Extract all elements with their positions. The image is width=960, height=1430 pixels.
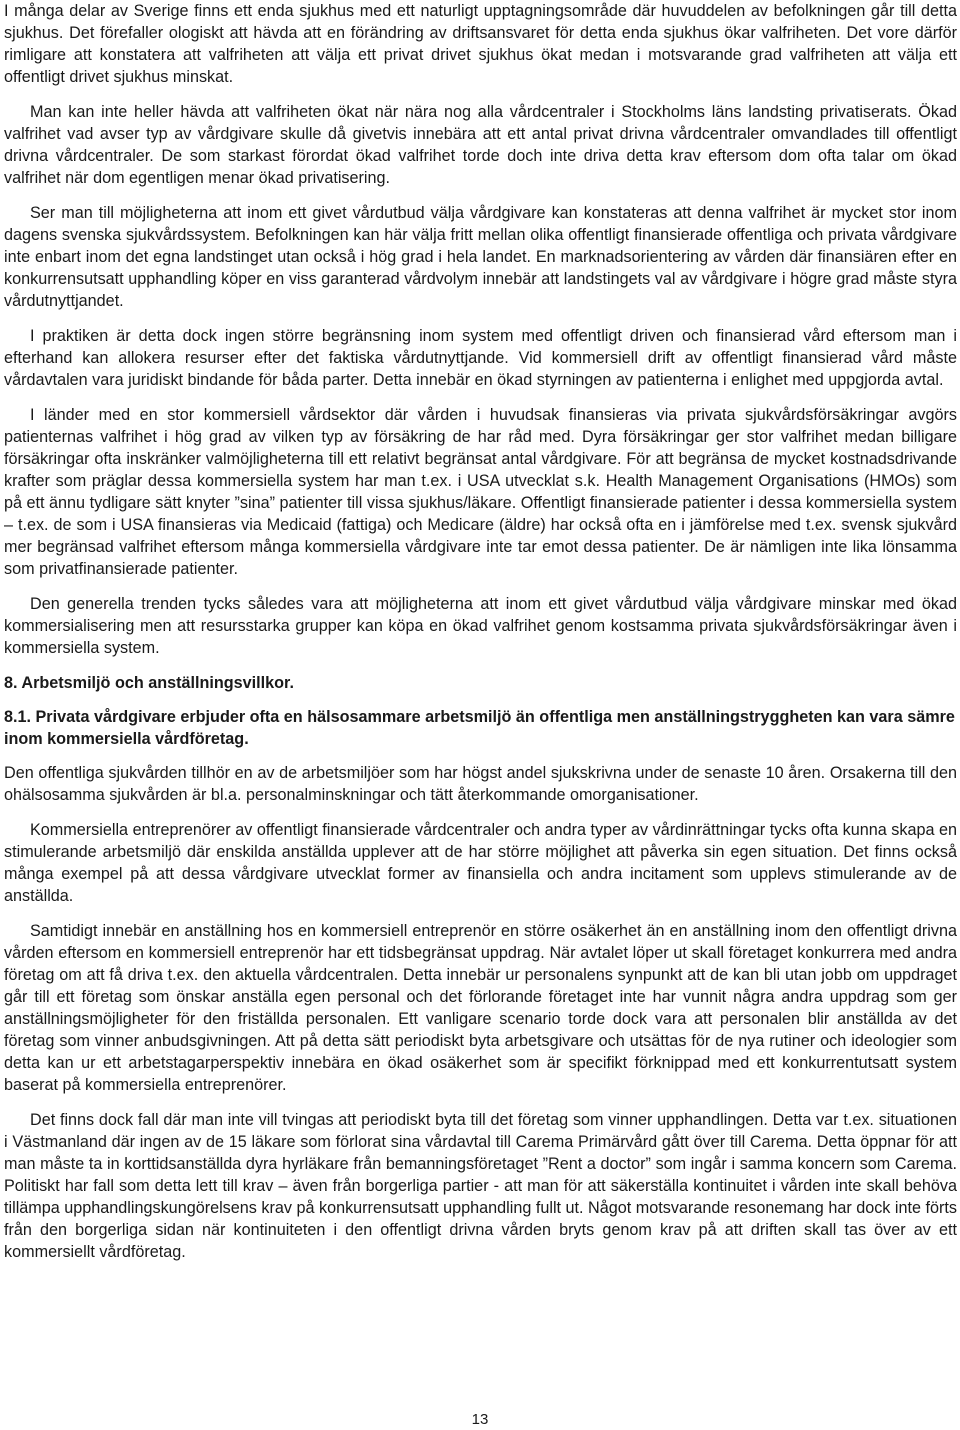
document-page xyxy=(4,0,957,1276)
paragraph-8: Kommersiella entreprenörer av offentligt finansierade vårdcentraler och andra typer av vårdinrättningar tycks ofta kunna skapa en stimulerande arbetsmiljö där enskilda anställda upplever att de har större möjlighet att påverka sin egen situation. Det finns också många exempel på att dessa vårdgivare utvecklat former av finansiella och andra incitament som upplevs stimulerande av de anställda. xyxy=(4,821,957,905)
paragraph-9: Samtidigt innebär en anställning hos en kommersiell entreprenör en större osäkerhet än en anställning inom den offentligt drivna vården eftersom en kommersiell entreprenör har ett tidsbegränsat uppdrag. När avtalet löper ut skall företaget konkurrera med andra företag om att få driva t.ex. den aktuella vårdcentralen. Detta innebär ur personalens synpunkt att de kan bli utan jobb om uppdraget går till ett företag som önskar anställa egen personal och det förlorande företaget inte har vunnit några andra uppdrag som ger anställningsmöjligheter för den friställda personalen. Ett vanligare scenario torde dock vara att personalen blir anställda av det företag som vinner anbudsgivningen. Att på detta sätt periodiskt byta arbetsgivare och utsättas för de nya rutiner och ideologier som detta kan ur ett arbetstagarperspektiv innebära en ökad osäkerhet som är specifikt förknippad med ett konkurrentutsatt system baserat på kommersiella entreprenörer. xyxy=(4,922,957,1094)
section-8-heading: 8. Arbetsmiljö och anställningsvillkor. xyxy=(4,674,294,692)
paragraph-3: Ser man till möjligheterna att inom ett givet vårdutbud välja vårdgivare kan konstateras att denna valfrihet är mycket stor inom dagens svenska sjukvårdssystem. Befolkningen kan här välja fritt mellan olika offentligt finansierade offentliga och privata vårdgivare inte enbart inom det egna landstinget utan också i hög grad i hela landet. En marknadsorientering av vården där finansiären efter en konkurrensutsatt upphandling köper en viss garanterad vårdvolym innebär att landstingets val av vårdgivare i högre grad måste styra vårdutnyttjandet. xyxy=(4,204,957,310)
paragraph-2: Man kan inte heller hävda att valfriheten ökat när nära nog alla vårdcentraler i Stockholms läns landsting privatiserats. Ökad valfrihet vad avser typ av vårdgivare skulle då givetvis innebära att ett antal privat drivna vårdcentraler omvandlades till offentligt drivna vårdcentraler. De som starkast förordat ökad valfrihet torde doch inte driva detta krav eftersom dom ofta talar om ökad valfrihet när dom egentligen menar ökad privatisering. xyxy=(4,103,957,187)
paragraph-5: I länder med en stor kommersiell vårdsektor där vården i huvudsak finansieras via privata sjukvårdsförsäkringar avgörs patienternas valfrihet i hög grad av vilken typ av försäkring de har råd med. Dyra försäkringar ger stor valfrihet medan billigare försäkringar ofta inskränker valmöjligheterna till ett relativt begränsat antal vårdgivare. För att begränsa de mycket kostnadsdrivande krafter som präglar dessa kommersiella system har man t.ex. i USA utvecklat s.k. Health Management Organisations (HMOs) som på ett ännu tydligare sätt knyter ”sina” patienter till vissa sjukhus/läkare. Offentligt finansierade patienter i dessa kommersiella system – t.ex. de som i USA finansieras via Medicaid (fattiga) och Medicare (äldre) har också ofta en i jämförelse med t.ex. svensk sjukvård mer begränsad valfrihet eftersom många kommersiella vårdgivare inte tar emot dessa patienter. De är nämligen inte lika lönsamma som privatfinansierade patienter. xyxy=(4,406,957,578)
paragraph-1: I många delar av Sverige finns ett enda sjukhus med ett naturligt upptagningsområde där huvuddelen av befolkningen går till detta sjukhus. Det förefaller ologiskt att hävda att en förändring av driftsansvaret för detta enda sjukhus ökar valfriheten. Det vore därför rimligare att konstatera att valfriheten att välja ett privat drivet sjukhus ökat medan i motsvarande grad valfriheten att välja ett offentligt drivet sjukhus minskat. xyxy=(4,2,957,86)
paragraph-10: Det finns dock fall där man inte vill tvingas att periodiskt byta till det företag som vinner upphandlingen. Detta var t.ex. situationen i Västmanland där ingen av de 15 läkare som förlorat sina vårdavtal till Carema Primärvård gått över till Carema. Detta öppnar för att man måste ta in korttidsanställda dyra hyrläkare från bemanningsföretaget ”Rent a doctor” som ingår i samma koncern som Carema. Politiskt har fall som detta lett till krav – även från borgerliga partier - att man för att säkerställa kontinuitet i vården inte skall behöva tillämpa upphandlingskungörelsens krav på konkurrensutsatt upphandling fullt ut. Något motsvarande resonemang har dock inte förts från den borgerliga sidan när kontinuiteten i den offentligt drivna vården bryts genom krav på att driften skall tas över av ett kommersiellt vårdföretag. xyxy=(4,1111,957,1261)
paragraph-6: Den generella trenden tycks således vara att möjligheterna att inom ett givet vårdutbud välja vårdgivare minskar med ökad kommersialisering men att resursstarka grupper kan köpa en ökad valfrihet genom kostsamma privata sjukvårdsförsäkringar även i kommersiella system. xyxy=(4,595,957,657)
section-8-1-heading: 8.1. Privata vårdgivare erbjuder ofta en hälsosammare arbetsmiljö än offentliga men anställningstryggheten kan vara sämre inom kommersiella vårdföretag. xyxy=(4,708,955,748)
paragraph-4: I praktiken är detta dock ingen större begränsning inom system med offentligt driven och finansierad vård eftersom man i efterhand kan allokera resurser efter det faktiska vårdutnyttjande. Vid kommersiell drift av offentligt finansierad vård måste vårdavtalen vara juridiskt bindande för båda parter. Detta innebär en ökad styrningen av patienterna i enlighet med uppgjorda avtal. xyxy=(4,327,957,389)
page-number: 13 xyxy=(471,1411,489,1428)
paragraph-7: Den offentliga sjukvården tillhör en av de arbetsmiljöer som har högst andel sjukskrivna under de senaste 10 åren. Orsakerna till den ohälsosamma sjukvården är bl.a. personalminskningar och tätt återkommande omorganisationer. xyxy=(4,764,957,804)
